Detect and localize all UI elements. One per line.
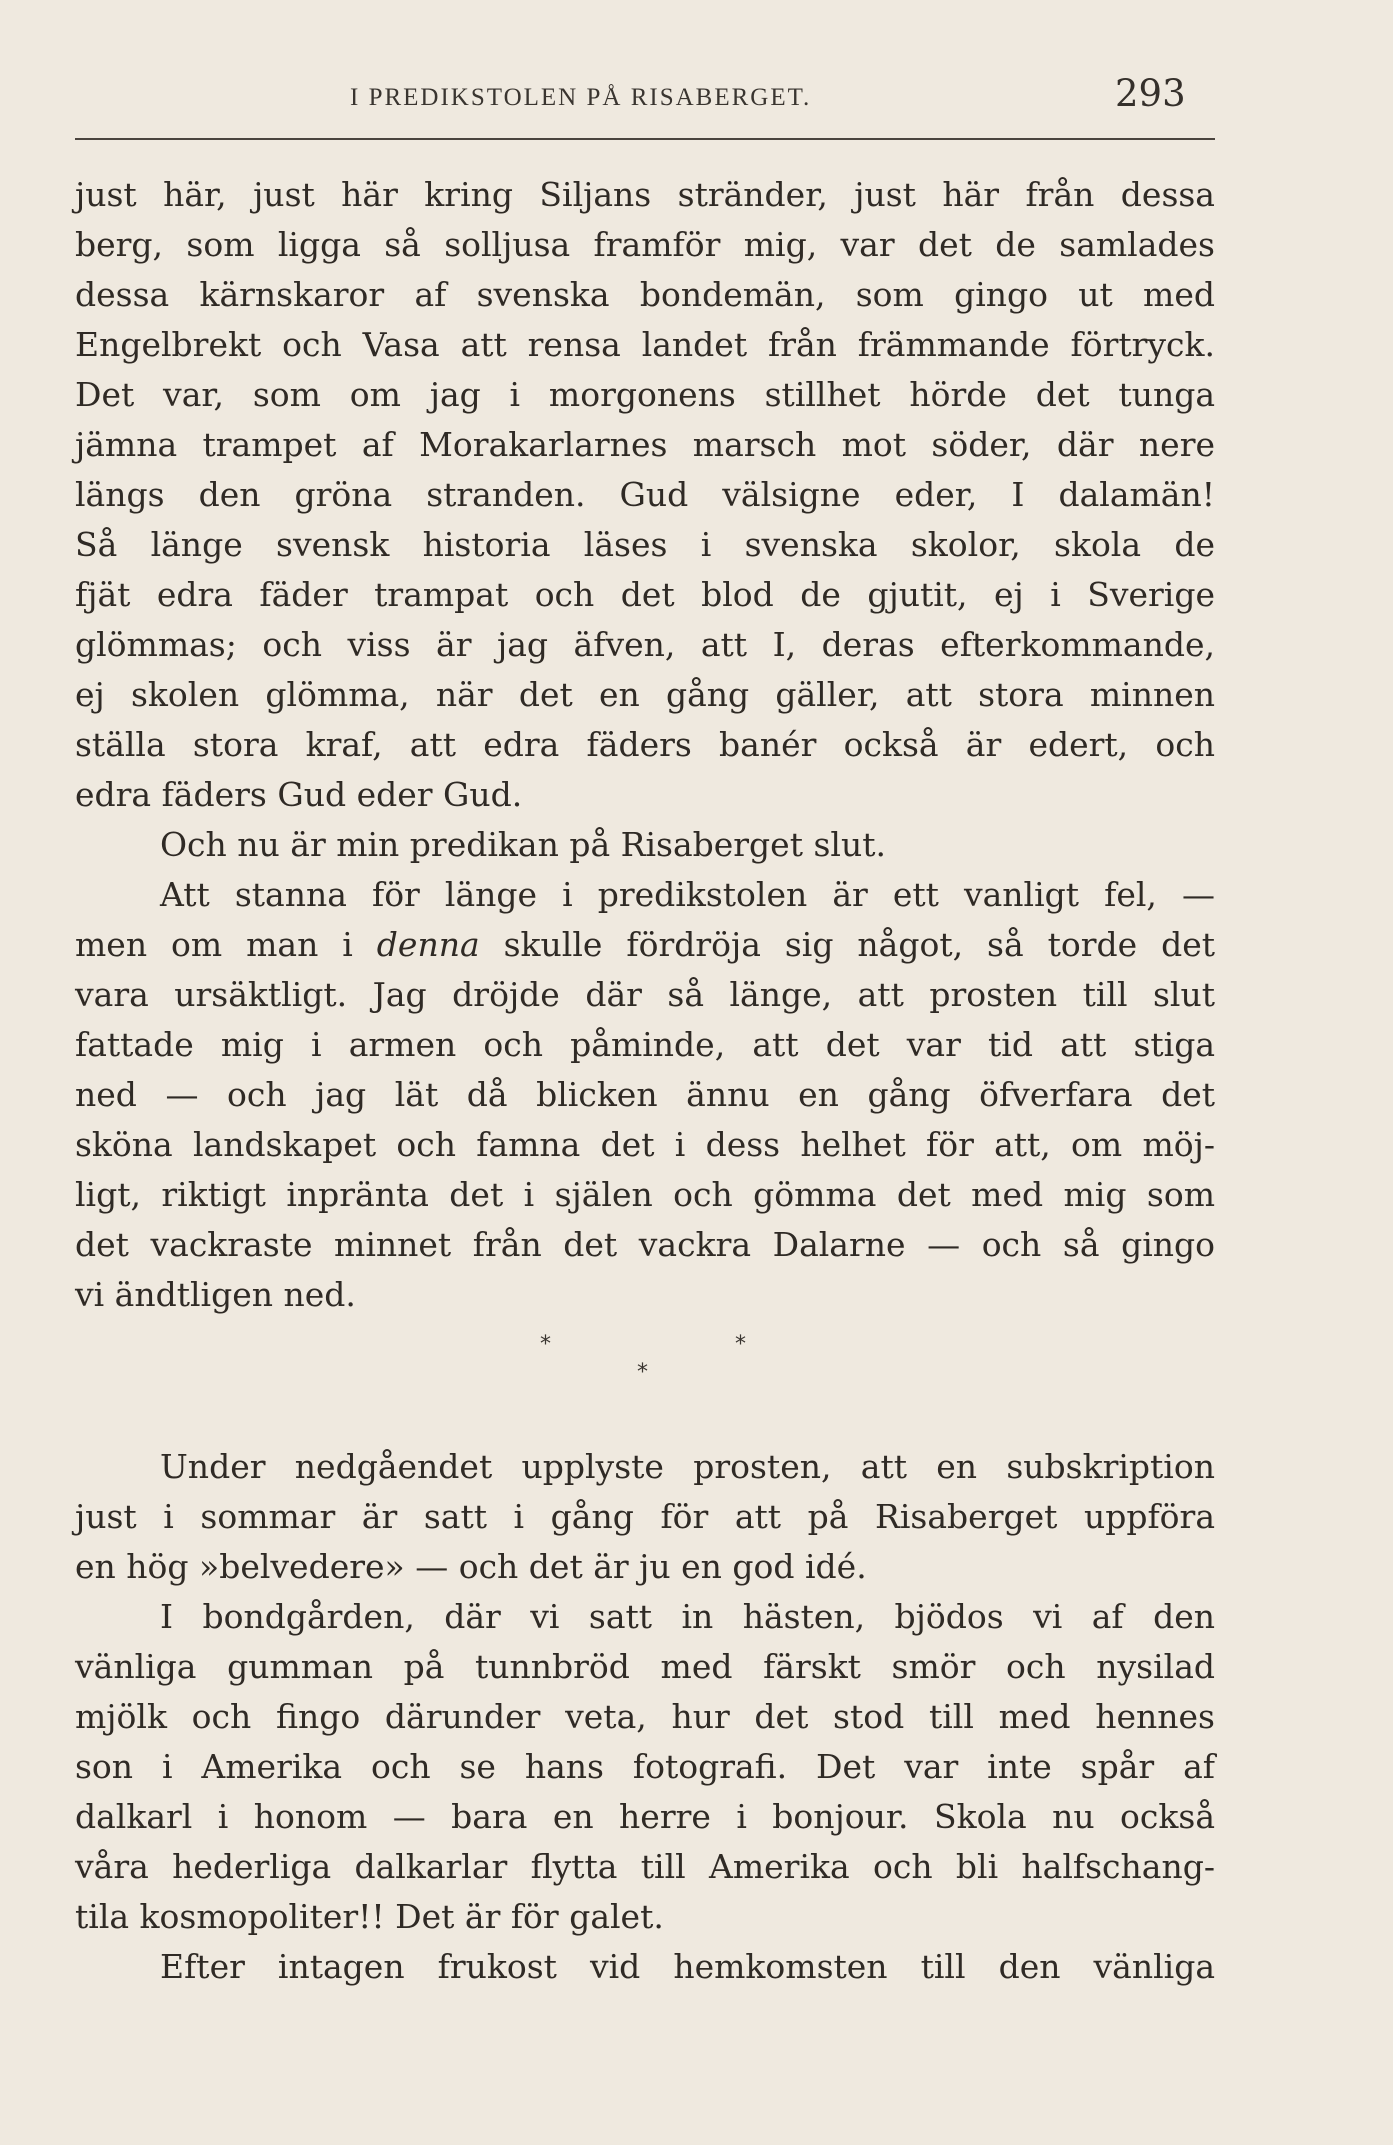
text-line: vara ursäktligt. Jag dröjde där så länge, att prosten till slut — [75, 975, 1215, 1014]
text-line: fjät edra fäder trampat och det blod de gjutit, ej i Sverige — [75, 575, 1215, 614]
spacer — [75, 1420, 1215, 1442]
text-line: vi ändtligen ned. — [75, 1275, 356, 1314]
text-line: sköna landskapet och famna det i dess helhet för att, om möj- — [75, 1125, 1215, 1164]
running-head: I PREDIKSTOLEN PÅ RISABERGET. — [350, 84, 812, 111]
section-break-asterisks — [75, 1320, 1215, 1420]
text-line: Under nedgåendet upplyste prosten, att en subskription — [160, 1447, 1215, 1486]
text-line: Engelbrekt och Vasa att rensa landet från främmande förtryck. — [75, 325, 1215, 364]
text-line: våra hederliga dalkarlar flytta till Amerika och bli halfschang- — [75, 1847, 1215, 1886]
text-line: tila kosmopoliter!! Det är för galet. — [75, 1897, 664, 1936]
page-header — [75, 72, 1215, 128]
header-rule — [75, 138, 1215, 140]
paragraph-1 — [75, 170, 1215, 820]
emphasized-word: denna — [376, 925, 480, 964]
text-line: glömmas; och viss är jag äfven, att I, deras efterkommande, — [75, 625, 1215, 664]
text-line: längs den gröna stranden. Gud välsigne eder, I dalamän! — [75, 475, 1215, 514]
text-line: Att stanna för länge i predikstolen är ett vanligt fel, — — [160, 875, 1215, 914]
text-line: mjölk och fingo därunder veta, hur det stod till med hennes — [75, 1697, 1215, 1736]
asterisk: * — [637, 1360, 648, 1385]
paragraph-5 — [75, 1592, 1215, 1942]
text-line: dalkarl i honom — bara en herre i bonjour. Skola nu också — [75, 1797, 1215, 1836]
body-text — [75, 170, 1215, 1992]
text-line: ned — och jag lät då blicken ännu en gång öfverfara det — [75, 1075, 1215, 1114]
text-line: vänliga gumman på tunnbröd med färskt smör och nysilad — [75, 1647, 1215, 1686]
text-line: Det var, som om jag i morgonens stillhet hörde det tunga — [75, 375, 1215, 414]
text-line: I bondgården, där vi satt in hästen, bjödos vi af den — [160, 1597, 1215, 1636]
text-line: men om man i denna skulle fördröja sig något, så torde det — [75, 925, 1215, 964]
text-line: det vackraste minnet från det vackra Dalarne — och så gingo — [75, 1225, 1215, 1264]
text-line: son i Amerika och se hans fotografi. Det var inte spår af — [75, 1747, 1215, 1786]
text-line: Och nu är min predikan på Risaberget slut. — [160, 825, 886, 864]
paragraph-6 — [75, 1942, 1215, 1992]
text-line: ligt, riktigt inpränta det i själen och gömma det med mig som — [75, 1175, 1215, 1214]
paragraph-2 — [75, 820, 1215, 870]
text-line: just här, just här kring Siljans stränder, just här från dessa — [75, 175, 1215, 214]
text-line: berg, som ligga så solljusa framför mig, var det de samlades — [75, 225, 1215, 264]
paragraph-4 — [75, 1442, 1215, 1592]
text-line: edra fäders Gud eder Gud. — [75, 775, 523, 814]
page-number: 293 — [1115, 72, 1186, 115]
text-line: en hög »belvedere» — och det är ju en god idé. — [75, 1547, 867, 1586]
text-line: Efter intagen frukost vid hemkomsten till den vänliga — [160, 1947, 1215, 1986]
asterisk: * — [735, 1332, 746, 1357]
text-line: just i sommar är satt i gång för att på Risaberget uppföra — [75, 1497, 1215, 1536]
paragraph-3 — [75, 870, 1215, 1320]
text-line: dessa kärnskaror af svenska bondemän, som gingo ut med — [75, 275, 1215, 314]
text-line: fattade mig i armen och påminde, att det var tid att stiga — [75, 1025, 1215, 1064]
asterisk: * — [540, 1332, 551, 1357]
text-line: jämna trampet af Morakarlarnes marsch mot söder, där nere — [75, 425, 1215, 464]
text-line: ej skolen glömma, när det en gång gäller, att stora minnen — [75, 675, 1215, 714]
text-line: Så länge svensk historia läses i svenska skolor, skola de — [75, 525, 1215, 564]
text-line: ställa stora kraf, att edra fäders banér också är edert, och — [75, 725, 1215, 764]
